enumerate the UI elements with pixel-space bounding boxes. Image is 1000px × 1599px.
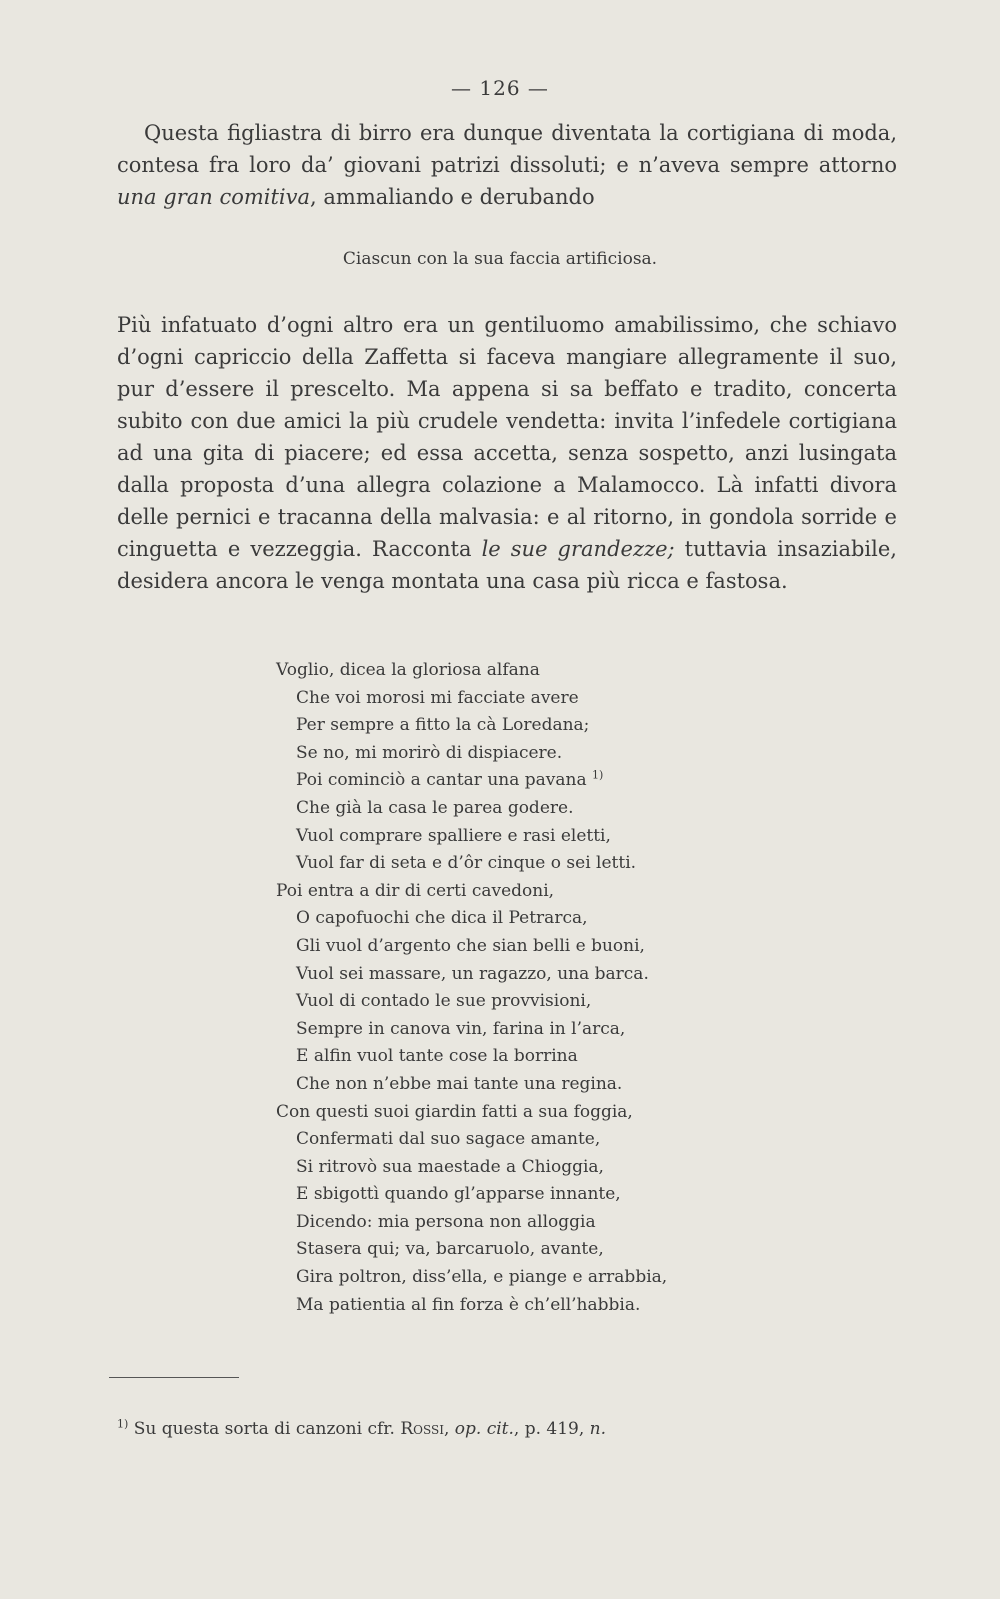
footnote-divider [109,1377,239,1378]
poem-line: O capofuochi che dica il Petrarca, [296,908,588,929]
footnote-marker: 1) [592,768,604,782]
poem-line: Se no, mi morirò di dispiacere. [296,742,563,763]
paragraph-1-text: Questa figliastra di birro era dunque diventata la cortigiana di moda, contesa fra loro da’ giovani patrizi dissoluti; e n’aveva sempre attorno [117,121,897,177]
poem-line: Stasera qui; va, barcaruolo, avante, [296,1239,604,1260]
footnote-marker: 1) [117,1417,129,1431]
footnote-opcit: op. cit. [454,1419,514,1439]
poem-line: Vuol far di seta e d’ôr cinque o sei letti. [296,853,637,874]
poem-line-text: Poi cominciò a cantar una pavana [296,770,587,791]
poem-line: Vuol sei massare, un ragazzo, una barca. [296,963,649,984]
poem-line: E sbigottì quando gl’apparse innante, [296,1184,621,1205]
footnote [117,1419,897,1439]
poem-line: Poi entra a dir di certi cavedoni, [276,880,555,901]
paragraph-2 [117,309,897,597]
footnote-text: Su questa sorta di canzoni cfr. [128,1419,401,1439]
poem-line: Voglio, dicea la gloriosa alfana [276,660,540,680]
footnote-page: , p. 419, [513,1419,590,1439]
poem-line: Che già la casa le parea godere. [296,797,574,818]
poem-line: Confermati dal suo sagace amante, [296,1129,601,1150]
poem-line: Vuol di contado le sue provvisioni, [296,991,592,1012]
poem-line: Che voi morosi mi facciate avere [296,687,579,708]
poem-line: Gli vuol d’argento che sian belli e buoni, [296,935,645,956]
footnote-author: Rossi [400,1419,444,1439]
paragraph-2-emphasis: le sue grandezze; [481,537,675,561]
poem [276,657,836,1319]
paragraph-2-text: Più infatuato d’ogni altro era un gentiluomo amabilissimo, che schiavo d’ogni capriccio della Zaffetta si faceva mangiare allegramente il suo, pur d’essere il prescelto. Ma appena si sa beffato e tradito, concerta subito con due amici la più crudele vendetta: invita l’infedele cortigiana ad una gita di piacere; ed essa accetta, senza sospetto, anzi lusingata dalla proposta d’una allegra colazione a Malamocco. Là infatti divora delle pernici e tracanna della malvasia: e al ritorno, in gondola sorride e cinguetta e vezzeggia. Racconta [117,313,897,561]
footnote-note: n. [589,1419,607,1439]
poem-line: Per sempre a fitto la cà Loredana; [296,715,590,736]
paragraph-1 [117,117,897,213]
poem-line [276,767,836,795]
paragraph-1-emphasis: una gran comitiva [117,185,311,209]
poem-line: Vuol comprare spalliere e rasi eletti, [296,825,611,846]
poem-line: Gira poltron, diss’ella, e piange e arrabbia, [296,1267,668,1288]
poem-line: Sempre in canova vin, farina in l’arca, [296,1018,626,1039]
poem-line: Dicendo: mia persona non alloggia [296,1211,596,1232]
poem-line: Che non n’ebbe mai tante una regina. [296,1073,623,1094]
quoted-verse: Ciascun con la sua faccia artificiosa. [342,249,658,269]
poem-line: E alfin vuol tante cose la borrina [296,1046,578,1067]
poem-line: Si ritrovò sua maestade a Chioggia, [296,1156,604,1177]
poem-line: Ma patientia al fin forza è ch’ell’habbia. [296,1294,641,1315]
paragraph-1-tail: , ammaliando e derubando [310,185,595,209]
paragraph-2-tail: tuttavia insaziabile, desidera ancora le venga montata una casa più ricca e fastosa. [117,537,897,593]
poem-line: Con questi suoi giardin fatti a sua foggia, [276,1101,633,1122]
page-number: — 126 — [451,76,549,100]
footnote-comma: , [443,1419,455,1439]
